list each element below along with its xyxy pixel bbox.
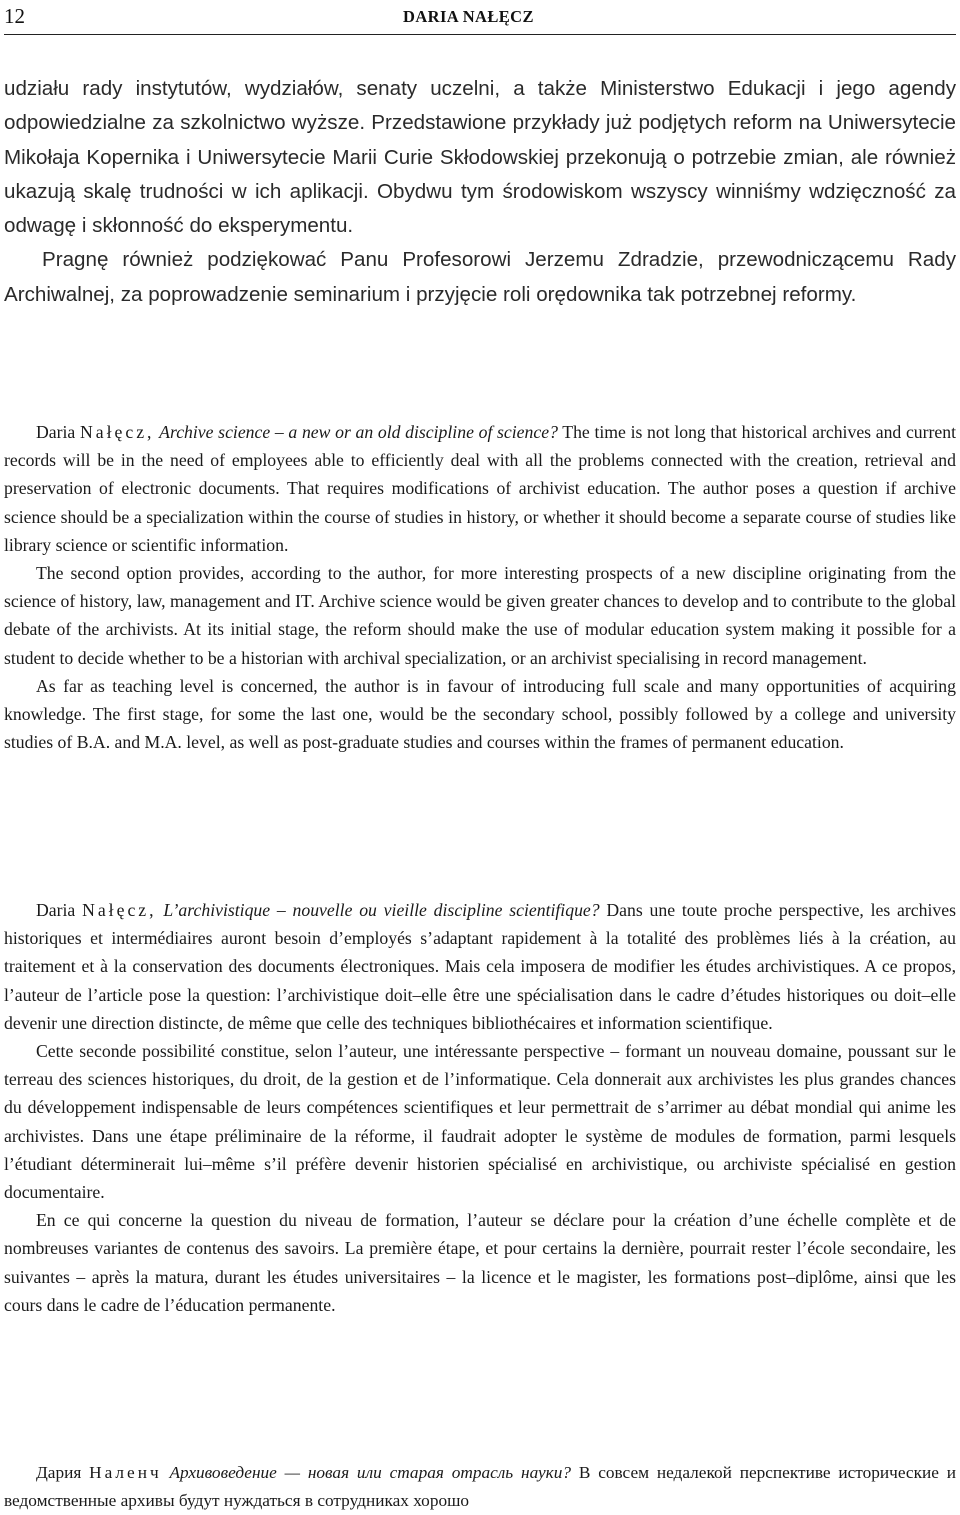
summary-ru-author-last: Наленч bbox=[89, 1463, 162, 1482]
polish-paragraph-2: Pragnę również podziękować Panu Profesorowi Jerzemu Zdradzie, przewodniczącemu Rady Archiwalnej, za poprowadzenie seminarium i przyjęcie roli orędownika tak potrzebnej reformy. bbox=[4, 248, 956, 306]
summary-en-text: The time is not long that historical archives and current records will be in the need of employees able to efficiently deal with all the problems connected with the creation, retrieval and preservation of electronic documents. That requires modifications of archivist education. The author poses a question if archive science should be a specialization within the course of studies in history, or whether it should become a separate course of studies like library science or scientific information. bbox=[4, 422, 957, 555]
summary-ru-author-first: Дария bbox=[36, 1463, 82, 1482]
summary-fr-paragraph-3: En ce qui concerne la question du niveau de formation, l’auteur se déclare pour la création d’une échelle complète et de nombreuses variantes de contenus des savoirs. La première étape, et pour certains la dernière, pourrait rester l’école secondaire, les suivantes – après la matura, durant les études universitaires – la licence et le magister, les formations post–diplôme, ainsi que les cours dans le cadre de l’éducation permanente. bbox=[4, 1210, 956, 1315]
summary-en-author-first: Daria bbox=[36, 422, 76, 442]
summary-en-paragraph-1 bbox=[4, 418, 956, 559]
polish-paragraph-1: udziału rady instytutów, wydziałów, senaty uczelni, a także Ministerstwo Edukacji i jego agendy odpowiedzialne za szkolnictwo wyższe. Przedstawione przykłady już podjętych reform na Uniwersytecie Mikołaja Kopernika i Uniwersytecie Marii Curie Skłodowskiej przekonują o potrzebie zmian, ale również ukazują skalę trudności w ich aplikacji. Obydwu tym środowiskom wszyscy winniśmy wdzięczność za odwagę i skłonność do eksperymentu. bbox=[4, 77, 956, 238]
summary-fr-author-last: Nałęcz, bbox=[82, 900, 157, 920]
summary-ru-text: В совсем недалекой перспективе исторические и ведомственные архивы будут нуждаться в сотрудниках хорошо bbox=[4, 1463, 956, 1510]
summary-fr-title: L’archivistique – nouvelle ou vieille discipline scientifique? bbox=[163, 900, 600, 920]
summary-ru-paragraph-1 bbox=[4, 1459, 956, 1515]
summary-en-paragraph-3: As far as teaching level is concerned, the author is in favour of introducing full scale and many opportunities of acquiring knowledge. The first stage, for some the last one, would be the secondary school, possibly followed by a college and university studies of B.A. and M.A. level, as well as post-graduate studies and courses within the frames of permanent education. bbox=[4, 675, 956, 753]
summary-fr-author-first: Daria bbox=[36, 900, 76, 920]
summary-french bbox=[4, 896, 956, 1319]
page-number: 12 bbox=[4, 4, 25, 28]
summary-fr-paragraph-2: Cette seconde possibilité constitue, selon l’auteur, une intéressante perspective – formant un nouveau domaine, poussant sur le terreau des sciences historiques, du droit, de la gestion et de l’informatique. Cela donnerait aux archivistes les plus grandes chances du développement indispensable de leurs compétences scientifiques et leur permettrait de s’arrimer au débat mondial qui anime les archivistes. Dans une étape préliminaire de la réforme, il faudrait adopter le système de modules de formation, parmi lesquels l’étudiant déterminerait lui–même s’il préfère devenir historien spécialisé en archivistique, ou archiviste spécialisé en gestion documentaire. bbox=[4, 1041, 956, 1203]
summary-fr-paragraph-1 bbox=[4, 896, 956, 1037]
running-title: DARIA NAŁĘCZ bbox=[403, 7, 534, 26]
page-header bbox=[4, 2, 956, 32]
summary-fr-text: Dans une toute proche perspective, les archives historiques et intermédiaires auront besoin d’employés s’adaptant rapidement à la totalité des problèmes liés à la création, au traitement et à la conservation des documents électroniques. Mais cela imposera de modifier les études archivistiques. A ce propos, l’auteur de l’article pose la question: l’archivistique doit–elle être une spécialisation dans le cadre d’études historiques ou doit–elle devenir une direction distincte, de même que celle des techniques bibliothécaires et information scientifique. bbox=[4, 900, 956, 1033]
summary-english bbox=[4, 418, 956, 756]
summary-en-author-last: Nałęcz, bbox=[79, 422, 155, 442]
summary-russian bbox=[4, 1459, 956, 1515]
summary-en-title: Archive science – a new or an old discipline of science? bbox=[159, 422, 558, 442]
header-rule bbox=[4, 34, 956, 35]
summary-ru-title: Архивоведение — новая или старая отрасль науки? bbox=[169, 1463, 572, 1482]
summary-en-paragraph-2: The second option provides, according to the author, for more interesting prospects of a new discipline originating from the science of history, law, management and IT. Archive science would be given greater chances to develop and to contribute to the global debate of the archivists. At its initial stage, the reform should make the use of modular education system making it possible for a student to decide whether to be a historian with archival specialization, or an archivist specialising in record management. bbox=[4, 563, 956, 668]
polish-body-text bbox=[4, 72, 956, 312]
